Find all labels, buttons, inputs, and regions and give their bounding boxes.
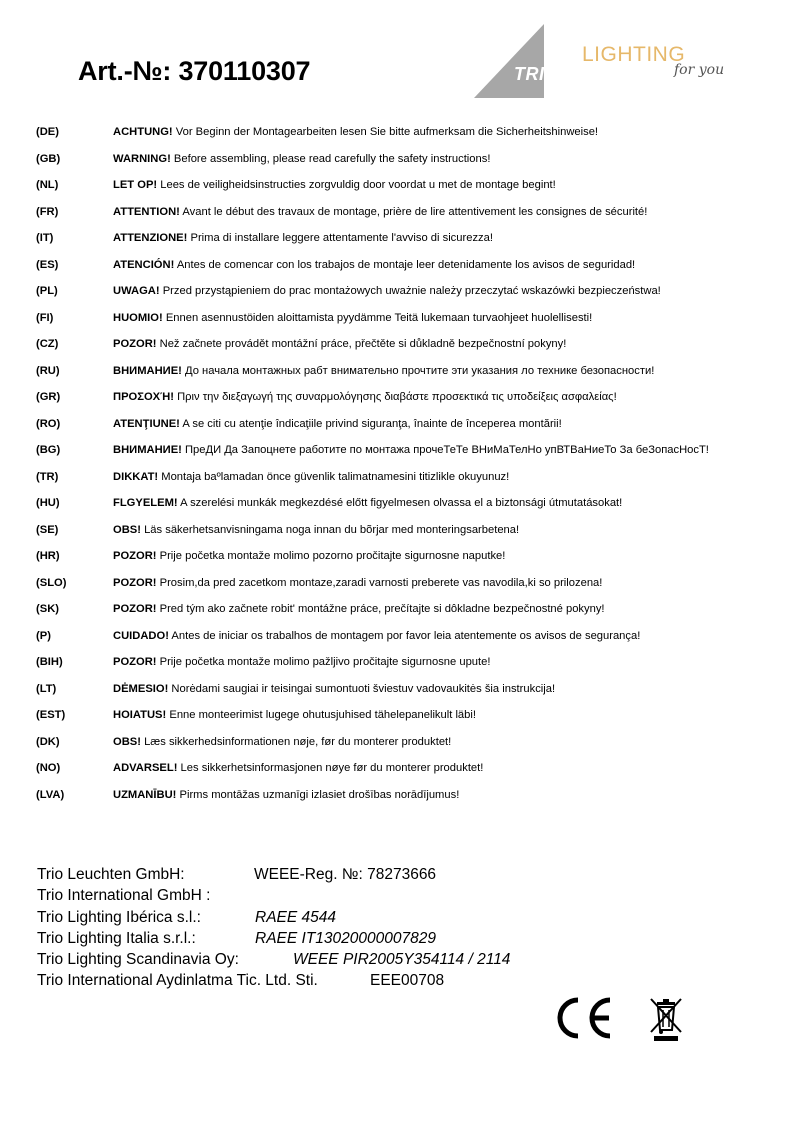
warning-text-line: [113, 418, 562, 430]
language-code: (IT): [36, 232, 54, 244]
language-code: (LVA): [36, 788, 65, 801]
warning-text-line: [113, 126, 598, 138]
warning-keyword: WARNING!: [113, 152, 171, 165]
warning-text: Montaja baºlamadan önce güvenlik talimatnamesini titizlikle okuyunuz!: [158, 470, 510, 483]
language-code: (BIH): [36, 656, 63, 668]
company-name: Trio Leuchten GmbH:: [37, 866, 185, 883]
language-code: (NO): [36, 762, 61, 774]
warning-text: Antes de iniciar os trabalhos de montagem por favor leia atentemente os avisos de segurança!: [168, 629, 641, 642]
safety-warnings-list: [0, 126, 802, 815]
warning-row: [0, 153, 802, 180]
warning-text-line: [113, 153, 490, 165]
warning-row: [0, 471, 802, 498]
logo-lighting-text: LIGHTING: [582, 43, 686, 66]
trio-lighting-logo: [470, 20, 730, 102]
language-code: (P): [36, 629, 51, 642]
warning-text-line: [113, 259, 635, 271]
warning-row: [0, 365, 802, 392]
language-code: (DE): [36, 126, 59, 138]
warning-row: [0, 391, 802, 418]
warning-text: Prije početka montaže molimo pozorno pročitajte sigurnosne naputke!: [156, 550, 506, 562]
warning-row: [0, 577, 802, 604]
warning-row: [0, 497, 802, 524]
warning-text: Πριν την διεξαγωγή της συναρμολόγησης διαβάστε προσεκτικά τις υποδείξεις ασφαλείας!: [173, 391, 617, 403]
warning-keyword: ATTENTION!: [113, 205, 180, 218]
company-name: Trio Lighting Italia s.r.l.:: [37, 929, 196, 947]
warning-text: Les sikkerhetsinformasjonen nøye før du monterer produktet!: [177, 762, 484, 774]
language-code: (BG): [36, 444, 61, 456]
warning-keyword: OBS!: [113, 523, 141, 536]
language-code: (FI): [36, 311, 54, 324]
warning-text-line: [113, 285, 661, 297]
company-registration: RAEE 4544: [255, 908, 336, 926]
logo-tagline-text: for you: [674, 62, 725, 78]
warning-text-line: [113, 206, 647, 218]
language-code: (SE): [36, 523, 59, 536]
warning-text: Læs sikkerhedsinformationen nøje, før du monterer produktet!: [140, 735, 452, 748]
warning-text: Prima di installare leggere attentamente l'avviso di sicurezza!: [187, 232, 493, 244]
language-code: (DK): [36, 735, 60, 748]
warning-text: Vor Beginn der Montagearbeiten lesen Sie bitte aufmerksam die Sicherheitshinweise!: [172, 126, 599, 138]
warning-keyword: FLGYELEM!: [113, 497, 178, 509]
warning-keyword: ΠΡΟΣΟΧΉ!: [113, 391, 174, 403]
warning-row: [0, 736, 802, 763]
warning-text: A se citi cu atenţie îndicaţiile privind siguranţa, înainte de începerea montării!: [179, 417, 562, 430]
warning-keyword: ATENCIÓN!: [113, 258, 175, 271]
warning-text: Before assembling, please read carefully the safety instructions!: [170, 152, 491, 165]
company-name: Trio Lighting Scandinavia Oy:: [37, 951, 239, 969]
company-registration: RAEE IT13020000007829: [255, 929, 436, 947]
warning-row: [0, 630, 802, 657]
warning-text: Avant le début des travaux de montage, prière de lire attentivement les consignes de sécurité!: [179, 205, 648, 218]
language-code: (HU): [36, 497, 60, 509]
warning-row: [0, 603, 802, 630]
warning-row: [0, 709, 802, 736]
warning-text-line: [113, 789, 459, 801]
language-code: (GR): [36, 391, 61, 403]
warning-text: Pred tým ako začnete robit' montážne práce, prečítajte si dôkladne bezpečnostné pokyny!: [156, 603, 605, 615]
warning-text-line: [113, 709, 476, 721]
warning-row: [0, 762, 802, 789]
warning-keyword: ADVARSEL!: [113, 762, 178, 774]
warning-keyword: HUOMIO!: [113, 311, 163, 324]
warning-text: Antes de comencar con los trabajos de montaje leer detenidamente los avisos de seguridad!: [174, 258, 636, 271]
language-code: (RU): [36, 364, 60, 377]
language-code: (LT): [36, 682, 57, 695]
warning-row: [0, 683, 802, 710]
warning-text-line: [113, 524, 519, 536]
warning-keyword: ВНИМАНИЕ!: [113, 364, 182, 377]
warning-text-line: [113, 497, 622, 509]
warning-text-line: [113, 365, 654, 377]
warning-keyword: UWAGA!: [113, 285, 160, 297]
warning-keyword: ВНИМАНИЕ!: [113, 444, 182, 456]
warning-text: Než začnete provádět montážní práce, přečtěte si důkladně bezpečnostní pokyny!: [156, 338, 567, 350]
warning-text-line: [113, 762, 483, 774]
warning-text: Enne monteerimist lugege ohutusjuhised tähelepanelikult läbi!: [166, 709, 476, 721]
language-code: (CZ): [36, 338, 59, 350]
language-code: (PL): [36, 285, 58, 297]
warning-text-line: [113, 444, 709, 456]
warning-text: A szerelési munkák megkezdésé előtt figyelmesen olvassa el a biztonsági útmutatásokat!: [177, 497, 623, 509]
warning-text: Prije početka montaže molimo pažljivo pročitajte sigurnosne upute!: [156, 656, 491, 668]
warning-row: [0, 550, 802, 577]
warning-text-line: [113, 630, 640, 642]
warning-row: [0, 656, 802, 683]
warning-text: Norėdami saugiai ir teisingai sumontuoti šviestuv vadovaukitės šia instrukcija!: [168, 682, 556, 695]
language-code: (RO): [36, 417, 61, 430]
warning-text-line: [113, 312, 592, 324]
warning-text: Przed przystąpieniem do prac montażowych uważnie należy przeczytać wskazówki bezpieczeństwa!: [159, 285, 661, 297]
warning-text: Lees de veiligheidsinstructies zorgvuldig door voordat u met de montage begint!: [157, 179, 556, 191]
warning-text-line: [113, 683, 555, 695]
warning-text: Läs säkerhetsanvisningama noga innan du bõrjar med monteringsarbetena!: [140, 523, 520, 536]
warning-keyword: ATTENZIONE!: [113, 232, 188, 244]
warning-text-line: [113, 179, 556, 191]
warning-row: [0, 232, 802, 259]
language-code: (SK): [36, 603, 59, 615]
warning-text-line: [113, 656, 490, 668]
warning-keyword: POZOR!: [113, 576, 157, 589]
warning-text: Pirms montāžas uzmanīgi izlasiet drošības norādījumus!: [176, 788, 460, 801]
warning-keyword: DIKKAT!: [113, 470, 159, 483]
warning-keyword: ACHTUNG!: [113, 126, 173, 138]
warning-text-line: [113, 736, 451, 748]
warning-row: [0, 312, 802, 339]
warning-row: [0, 444, 802, 471]
warning-text: До начала монтажных рабт внимательно прочтите эти указания ло технике безопасности!: [181, 364, 655, 377]
language-code: (ES): [36, 258, 59, 271]
language-code: (FR): [36, 205, 59, 218]
language-code: (NL): [36, 179, 59, 191]
company-name: Trio Lighting Ibérica s.l.:: [37, 908, 201, 926]
language-code: (SLO): [36, 576, 67, 589]
warning-text: ПреДИ Да Запоцнете работите по монтажа прочеТеТе ВНиМаТелНо упВТВаНиеТо За беЗопасНосТ!: [181, 444, 709, 456]
company-name: Trio International Aydinlatma Tic. Ltd. Sti.: [37, 972, 318, 990]
warning-text-line: [113, 577, 602, 589]
warning-row: [0, 789, 802, 816]
warning-keyword: CUIDADO!: [113, 629, 169, 642]
warning-text: Ennen asennustöiden aloittamista pyydämme Teitä lukemaan turvaohjeet huolellisesti!: [162, 311, 593, 324]
company-registration: WEEE PIR2005Y354114 / 2114: [293, 951, 511, 969]
warning-row: [0, 259, 802, 286]
warning-row: [0, 418, 802, 445]
warning-row: [0, 206, 802, 233]
warning-row: [0, 285, 802, 312]
warning-keyword: LET OP!: [113, 179, 158, 191]
ce-mark-icon: [552, 996, 614, 1040]
warning-row: [0, 338, 802, 365]
warning-keyword: UZMANĪBU!: [113, 788, 177, 801]
warning-text-line: [113, 391, 617, 403]
warning-text-line: [113, 603, 605, 615]
language-code: (TR): [36, 470, 59, 483]
warning-keyword: POZOR!: [113, 550, 157, 562]
language-code: (GB): [36, 152, 61, 165]
warning-keyword: POZOR!: [113, 338, 157, 350]
language-code: (HR): [36, 550, 60, 562]
warning-row: [0, 179, 802, 206]
crossed-out-wheelie-bin-icon: [648, 996, 684, 1042]
warning-text-line: [113, 338, 566, 350]
company-registration: WEEE-Reg. №: 78273666: [254, 866, 437, 883]
logo-brand-text: TRIO: [514, 64, 559, 84]
warning-row: [0, 126, 802, 153]
warning-keyword: ATENŢIUNE!: [113, 417, 180, 430]
company-name: Trio International GmbH :: [37, 887, 211, 905]
warning-keyword: POZOR!: [113, 603, 157, 615]
warning-text-line: [113, 471, 509, 483]
article-number-title: Art.-№: 370110307: [78, 56, 311, 86]
warning-text-line: [113, 232, 493, 244]
warning-row: [0, 524, 802, 551]
warning-text: Prosim,da pred zacetkom montaze,zaradi varnosti preberete vas navodila,ki so prilozena!: [156, 576, 603, 589]
company-registration: EEE00708: [370, 972, 445, 990]
warning-keyword: OBS!: [113, 735, 141, 748]
warning-keyword: HOIATUS!: [113, 709, 167, 721]
warning-keyword: DĖMESIO!: [113, 682, 169, 695]
warning-text-line: [113, 550, 505, 562]
warning-keyword: POZOR!: [113, 656, 157, 668]
language-code: (EST): [36, 709, 66, 721]
